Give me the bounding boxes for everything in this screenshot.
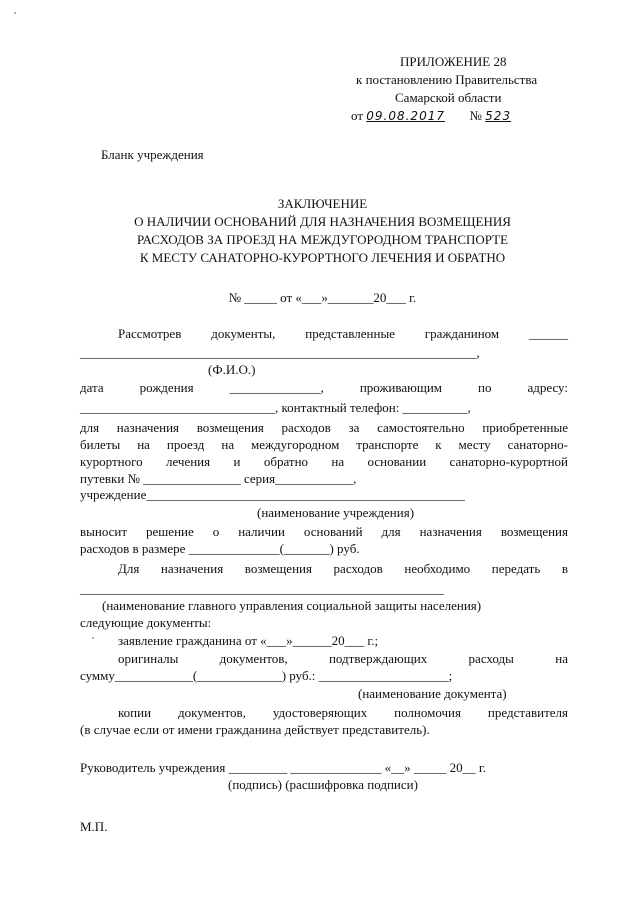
appendix-line3: Самарской области	[395, 90, 502, 105]
body-line-18: сумму____________(_____________) руб.: ____________________;	[80, 668, 453, 683]
department-note: (наименование главного управления социальной защиты населения)	[102, 598, 482, 613]
document-name-note: (наименование документа)	[358, 686, 507, 701]
body-line-5: для назначения возмещения расходов за самостоятельно приобретенные	[80, 420, 568, 435]
date-prefix: от	[351, 108, 364, 123]
body-line-10: выносит решение о наличии оснований для назначения возмещения	[80, 524, 568, 539]
body-line-6: билеты на проезд на междугородном транспорте к месту санаторно-	[80, 437, 568, 452]
fio-note: (Ф.И.О.)	[208, 362, 256, 377]
doc-title-line3: РАСХОДОВ ЗА ПРОЕЗД НА МЕЖДУГОРОДНОМ ТРАНСПОРТЕ	[136, 232, 509, 247]
appendix-date-line	[351, 108, 535, 124]
body-line-2: _____________________________________________________________,	[80, 345, 480, 360]
institution-note: (наименование учреждения)	[257, 505, 415, 520]
handwritten-number: 523	[485, 109, 512, 123]
body-line-9: учреждение_________________________________________________	[80, 487, 465, 502]
scan-speck	[14, 12, 16, 14]
scan-speck	[92, 637, 94, 639]
body-line-13: ________________________________________________________	[80, 581, 444, 596]
body-line-1: Рассмотрев документы, представленные гражданином ______	[118, 326, 568, 341]
institution-blank-label: Бланк учреждения	[101, 147, 204, 162]
body-line-15: следующие документы:	[80, 615, 212, 630]
doc-title-line2: О НАЛИЧИИ ОСНОВАНИЙ ДЛЯ НАЗНАЧЕНИЯ ВОЗМЕЩЕНИЯ	[134, 214, 511, 229]
body-line-3: дата рождения ______________, проживающим по адресу:	[80, 380, 568, 395]
body-line-17: оригиналы документов, подтверждающих расходы на	[118, 651, 568, 666]
appendix-line2: к постановлению Правительства	[356, 72, 538, 87]
body-line-19: копии документов, удостоверяющих полномочия представителя	[118, 705, 568, 720]
doc-title-line4: К МЕСТУ САНАТОРНО-КУРОРТНОГО ЛЕЧЕНИЯ И ОБРАТНО	[139, 250, 506, 265]
body-line-7: курортного лечения и обратно на основании санаторно-курортной	[80, 454, 568, 469]
number-prefix: №	[469, 108, 482, 123]
body-line-11: расходов в размере ______________(_______) руб.	[80, 541, 360, 556]
body-line-12: Для назначения возмещения расходов необходимо передать в	[118, 561, 568, 576]
body-line-8: путевки № _______________ серия____________,	[80, 471, 357, 486]
appendix-title: ПРИЛОЖЕНИЕ 28	[400, 54, 507, 69]
body-line-4: ______________________________, контактный телефон: __________,	[80, 400, 471, 415]
handwritten-date: 09.08.2017	[366, 109, 445, 123]
doc-title: ЗАКЛЮЧЕНИЕ	[277, 196, 368, 211]
doc-number-line: № _____ от «___»_______20___ г.	[228, 290, 417, 305]
signature-note: (подпись) (расшифровка подписи)	[228, 777, 418, 792]
body-line-20: (в случае если от имени гражданина действует представитель).	[80, 722, 430, 737]
body-line-16: заявление гражданина от «___»______20___ г.;	[118, 633, 379, 648]
signature-line: Руководитель учреждения _________ ______________ «__» _____ 20__ г.	[80, 760, 486, 775]
stamp-place: М.П.	[80, 819, 108, 834]
